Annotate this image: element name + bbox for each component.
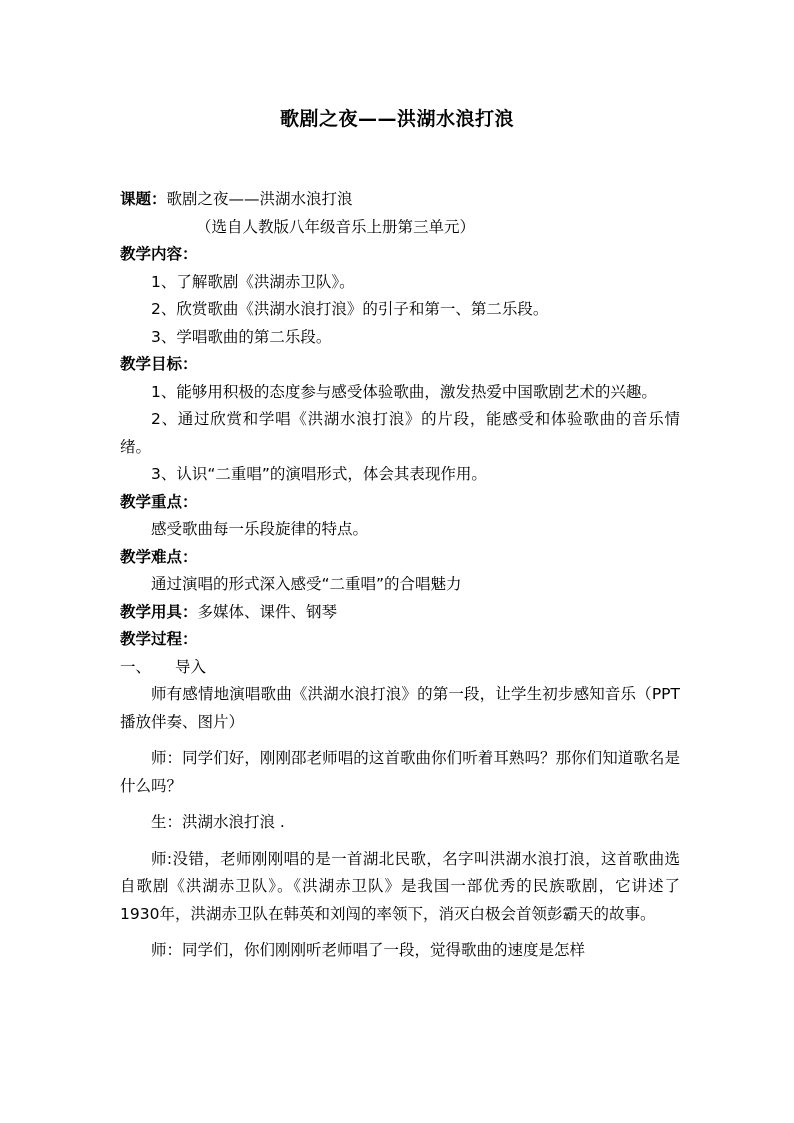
tools-value: 多媒体、课件、钢琴 [197,602,338,621]
section-heading [120,654,680,682]
process-paragraph: 生：洪湖水浪打浪 . [151,813,285,831]
topic-source: （选自人教版八年级音乐上册第三单元） [196,217,476,236]
content-item: 2、欣赏歌曲《洪湖水浪打浪》的引子和第一、第二乐段。 [151,300,549,318]
tools-line [120,599,680,627]
content-item: 1、了解歌剧《洪湖赤卫队》。 [151,272,355,291]
topic-value: 歌剧之夜——洪湖水浪打浪 [166,190,353,208]
section-number: 一、 [120,657,152,676]
document-title: 歌剧之夜——洪湖水浪打浪 [279,108,514,130]
process-paragraph: 师：同学们，你们刚刚听老师唱了一段，觉得歌曲的速度是怎样 [151,941,586,959]
process-paragraph: 师:没错，老师刚刚唱的是一首湖北民歌，名字叫洪湖水浪打浪，这首歌曲选自歌剧《洪湖赤卫队》。《洪湖赤卫队》是我国一部优秀的民族歌剧，它讲述了1930年，洪湖赤卫队在韩英和刘闯的率领下，消灭白极会首领彭霸天的故事。 [120,849,680,923]
tools-label: 教学用具： [120,602,198,621]
content-item: 3、学唱歌曲的第二乐段。 [151,327,332,346]
goals-heading: 教学目标： [120,355,198,373]
goal-item: 1、能够用积极的态度参与感受体验歌曲，激发热爱中国歌剧艺术的兴趣。 [151,382,657,401]
process-paragraph: 师有感情地演唱歌曲《洪湖水浪打浪》的第一段，让学生初步感知音乐（PPT播放伴奏、图片） [120,685,680,731]
difficulty-heading: 教学难点： [120,547,198,566]
topic-line [120,186,680,214]
goal-item: 2、通过欣赏和学唱《洪湖水浪打浪》的片段，能感受和体验歌曲的音乐情绪。 [120,410,680,456]
goal-item: 3、认识“二重唱”的演唱形式，体会其表现作用。 [151,465,487,483]
document-body [120,186,680,965]
content-heading: 教学内容： [120,245,198,263]
key-text: 感受歌曲每一乐段旋律的特点。 [151,520,369,538]
process-heading: 教学过程： [120,630,198,648]
process-paragraph: 师：同学们好，刚刚邵老师唱的这首歌曲你们听着耳熟吗？那你们知道歌名是什么吗？ [120,749,680,795]
key-heading: 教学重点： [120,492,198,511]
difficulty-text: 通过演唱的形式深入感受“二重唱”的合唱魅力 [151,575,462,593]
topic-label: 课题： [120,190,167,208]
section-title: 导入 [175,657,207,676]
